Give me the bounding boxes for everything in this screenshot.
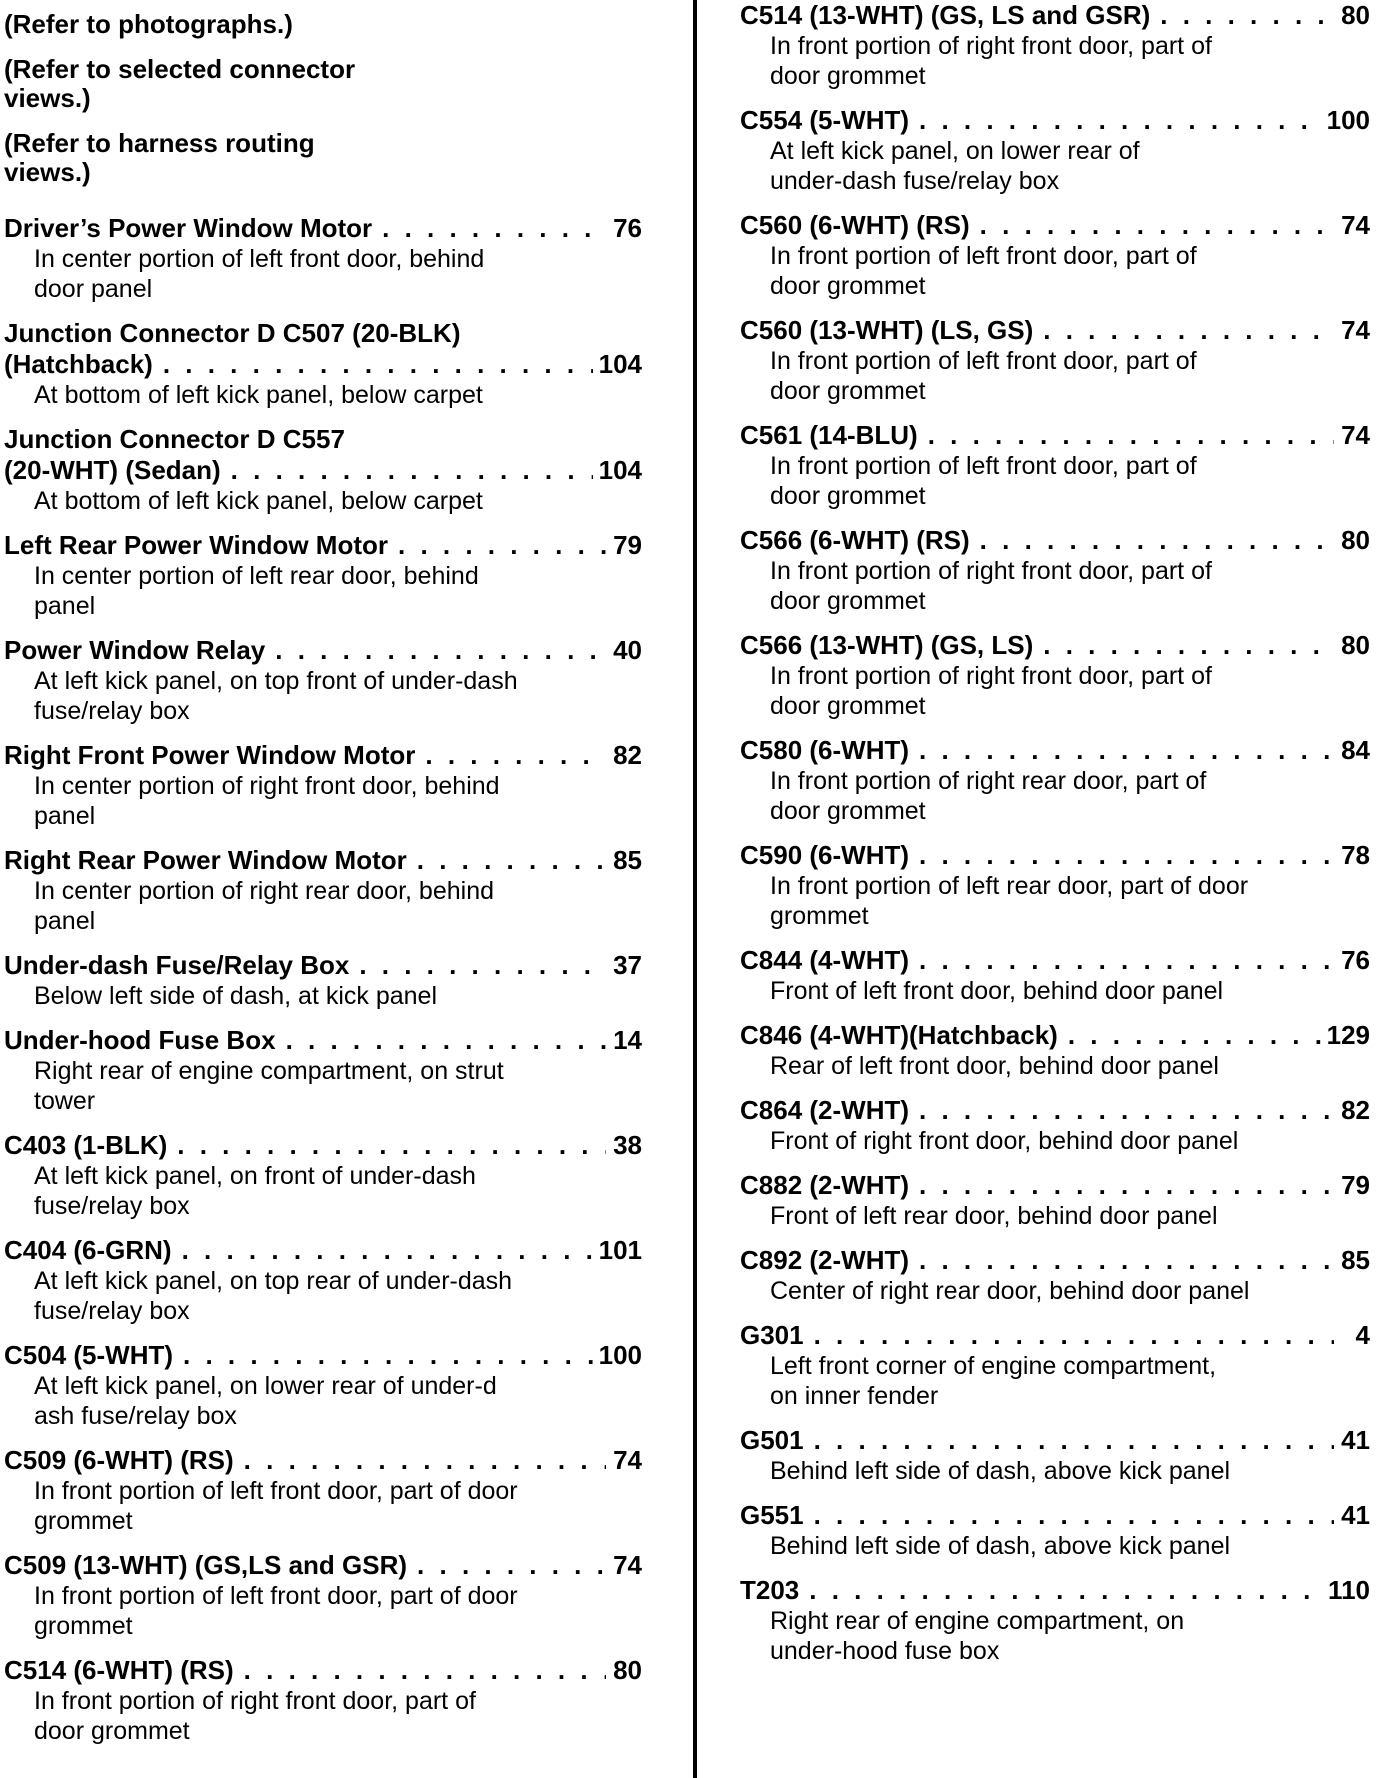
entry-heading [4,1235,642,1266]
dot-leader [398,530,606,561]
entry-name: C404 (6-GRN) [4,1235,172,1265]
entry-name: C560 (13-WHT) (LS, GS) [740,315,1034,345]
page-number: 84 [1341,735,1370,765]
dot-leader [814,1425,1334,1456]
entry-name: G501 [740,1425,804,1455]
page-number: 4 [1355,1320,1370,1350]
entry-heading [4,318,642,380]
entry-location: Front of left front door, behind door panel [770,977,1224,1005]
entry-location: At left kick panel, on lower rear of under-dash fuse/relay box [770,137,1140,195]
entry-heading [4,635,642,666]
page-number: 129 [1326,1020,1370,1050]
entry-heading [740,1170,1370,1201]
page-number: 80 [1341,630,1370,660]
entry-name: G551 [740,1500,804,1530]
page-number: 82 [613,740,642,770]
page-number: 37 [613,950,642,980]
entry-location: At left kick panel, on top rear of under-dash fuse/relay box [34,1267,513,1325]
entry-heading [4,740,642,771]
index-entry [740,1320,1370,1411]
dot-leader [244,1655,606,1686]
entry-name: C504 (5-WHT) [4,1340,174,1370]
left-entry-list [4,213,642,1746]
page-number: 74 [1341,420,1370,450]
entry-location: In center portion of left rear door, behind panel [34,562,479,620]
page-number: 85 [1341,1245,1370,1275]
entry-location: In front portion of right front door, part of door grommet [770,557,1212,615]
entry-name: C554 (5-WHT) [740,105,910,135]
page-number: 76 [613,213,642,243]
entry-location: In front portion of left rear door, part of door grommet [770,872,1249,930]
dot-leader [919,1170,1334,1201]
entry-heading [4,424,642,486]
entry-heading [740,0,1370,31]
right-column [740,0,1370,1680]
entry-location: In center portion of right front door, behind panel [34,772,500,830]
dot-leader [814,1500,1334,1531]
dot-leader [231,455,593,486]
entry-name: Driver’s Power Window Motor [4,213,373,243]
page-number: 80 [1341,0,1370,30]
entry-name: (20-WHT) (Sedan) [4,455,221,485]
entry-heading [4,1445,642,1476]
dot-leader [919,1245,1334,1276]
entry-heading [740,630,1370,661]
entry-location: In front portion of left front door, part of door grommet [34,1582,518,1640]
entry-heading [740,210,1370,241]
index-entry [740,840,1370,931]
entry-heading [740,1500,1370,1531]
page-number: 74 [1341,210,1370,240]
page-number: 38 [613,1130,642,1160]
dot-leader [244,1445,606,1476]
entry-name: C561 (14-BLU) [740,420,918,450]
entry-location: In front portion of left front door, part of door grommet [770,347,1197,405]
dot-leader [928,420,1334,451]
index-entry [740,105,1370,196]
index-entry [4,1130,642,1221]
dot-leader [182,1235,593,1266]
entry-heading [740,420,1370,451]
entry-heading [4,530,642,561]
dot-leader [980,525,1334,556]
dot-leader [286,1025,606,1056]
entry-name: C566 (13-WHT) (GS, LS) [740,630,1034,660]
entry-location: Front of right front door, behind door panel [770,1127,1239,1155]
index-entry [4,1235,642,1326]
dot-leader [417,1550,606,1581]
page-number: 82 [1341,1095,1370,1125]
entry-heading [740,1320,1370,1351]
page-number: 74 [613,1445,642,1475]
entry-heading [4,845,642,876]
entry-name: C514 (13-WHT) (GS, LS and GSR) [740,0,1151,30]
entry-name: Left Rear Power Window Motor [4,530,388,560]
entry-name: C590 (6-WHT) [740,840,910,870]
index-entry [740,525,1370,616]
entry-location: Below left side of dash, at kick panel [34,982,438,1010]
left-column [4,0,642,1760]
dot-leader [809,1575,1322,1606]
entry-location: At bottom of left kick panel, below carpet [34,487,483,515]
dot-leader [183,1340,593,1371]
index-entry [4,530,642,621]
index-entry [4,635,642,726]
entry-heading [4,213,642,244]
entry-name: C509 (6-WHT) (RS) [4,1445,234,1475]
index-entry [4,1445,642,1536]
page-number: 110 [1328,1575,1370,1605]
index-entry [4,213,642,304]
entry-heading [740,1245,1370,1276]
entry-location: At left kick panel, on front of under-dash fuse/relay box [34,1162,476,1220]
entry-name: C892 (2-WHT) [740,1245,910,1275]
page-number: 74 [1341,315,1370,345]
page-number: 101 [598,1235,642,1265]
page-number: 85 [613,845,642,875]
page-number: 40 [613,635,642,665]
page-number: 80 [613,1655,642,1685]
entry-name: (Hatchback) [4,349,153,379]
entry-location: In front portion of right front door, part of door grommet [770,32,1212,90]
entry-heading [740,840,1370,871]
dot-leader [359,950,606,981]
page-number: 76 [1341,945,1370,975]
entry-location: In front portion of left front door, part of door grommet [34,1477,518,1535]
page-number: 41 [1341,1425,1370,1455]
entry-heading [740,1575,1370,1606]
entry-location: In front portion of right front door, part of door grommet [34,1687,476,1745]
entry-location: At left kick panel, on top front of under-dash fuse/relay box [34,667,518,725]
entry-name: Right Rear Power Window Motor [4,845,407,875]
entry-heading [740,945,1370,976]
entry-location: In front portion of left front door, part of door grommet [770,242,1197,300]
entry-location: In center portion of left front door, behind door panel [34,245,485,303]
dot-leader [382,213,606,244]
entry-name: Under-dash Fuse/Relay Box [4,950,350,980]
dot-leader [980,210,1334,241]
index-entry [740,315,1370,406]
dot-leader [1043,630,1334,661]
page-number: 80 [1341,525,1370,555]
entry-name: C846 (4-WHT)(Hatchback) [740,1020,1058,1050]
dot-leader [177,1130,606,1161]
entry-location: In front portion of left front door, part of door grommet [770,452,1197,510]
entry-name: T203 [740,1575,800,1605]
page-number: 100 [1326,105,1370,135]
page-number: 14 [613,1025,642,1055]
index-entry [740,735,1370,826]
entry-location: At bottom of left kick panel, below carpet [34,381,483,409]
entry-name: C566 (6-WHT) (RS) [740,525,970,555]
dot-leader [1043,315,1334,346]
index-entry [740,1500,1370,1561]
index-entry [4,845,642,936]
index-entry [740,1575,1370,1666]
index-entry [4,1550,642,1641]
entry-location: Behind left side of dash, above kick panel [770,1457,1231,1485]
entry-location: Center of right rear door, behind door panel [770,1277,1250,1305]
index-entry [4,950,642,1011]
index-entry [740,210,1370,301]
entry-heading [4,1025,642,1056]
index-entry [740,1170,1370,1231]
entry-name: C580 (6-WHT) [740,735,910,765]
entry-name: C509 (13-WHT) (GS,LS and GSR) [4,1550,408,1580]
entry-heading [740,1095,1370,1126]
dot-leader [163,349,593,380]
dot-leader [919,735,1334,766]
dot-leader [425,740,606,771]
entry-location: In front portion of right rear door, part of door grommet [770,767,1207,825]
entry-name: C844 (4-WHT) [740,945,910,975]
entry-name: C882 (2-WHT) [740,1170,910,1200]
entry-location: Behind left side of dash, above kick panel [770,1532,1231,1560]
index-entry [740,0,1370,91]
dot-leader [919,105,1321,136]
entry-name: Right Front Power Window Motor [4,740,416,770]
entry-location: Front of left rear door, behind door panel [770,1202,1218,1230]
page-number: 79 [1341,1170,1370,1200]
index-entry [4,740,642,831]
entry-name: C403 (1-BLK) [4,1130,168,1160]
entry-location: At left kick panel, on lower rear of under-d ash fuse/relay box [34,1372,497,1430]
entry-location: Right rear of engine compartment, on under-hood fuse box [770,1607,1185,1665]
note-photographs: (Refer to photographs.) [4,9,293,39]
note-connector-views: (Refer to selected connector views.) [4,54,356,113]
entry-heading [4,1550,642,1581]
entry-location: Right rear of engine compartment, on strut tower [34,1057,504,1115]
entry-location: In center portion of right rear door, behind panel [34,877,495,935]
column-divider [693,0,697,1778]
entry-location: Left front corner of engine compartment, on inner fender [770,1352,1217,1410]
dot-leader [814,1320,1334,1351]
index-entry [4,1655,642,1746]
index-entry [740,1095,1370,1156]
dot-leader [1160,0,1334,31]
index-entry [740,630,1370,721]
entry-heading [4,1655,642,1686]
dot-leader [1068,1020,1321,1051]
entry-heading [740,525,1370,556]
note-harness-routing: (Refer to harness routing views.) [4,128,315,187]
index-entry [4,318,642,410]
index-entry [4,424,642,516]
index-entry [740,945,1370,1006]
page-number: 79 [613,530,642,560]
dot-leader [919,840,1334,871]
entry-name-first-line: Junction Connector D C507 (20-BLK) [4,318,461,348]
entry-name-first-line: Junction Connector D C557 [4,424,345,454]
index-entry [740,1020,1370,1081]
entry-heading [4,1130,642,1161]
entry-location: Rear of left front door, behind door panel [770,1052,1219,1080]
entry-name: C560 (6-WHT) (RS) [740,210,970,240]
entry-location: In front portion of right front door, part of door grommet [770,662,1212,720]
entry-heading [4,1340,642,1371]
page-number: 100 [598,1340,642,1370]
entry-heading [740,1425,1370,1456]
page-number: 74 [613,1550,642,1580]
page-number: 78 [1341,840,1370,870]
entry-name: G301 [740,1320,804,1350]
right-entry-list [740,0,1370,1666]
entry-name: Power Window Relay [4,635,266,665]
index-entry [740,420,1370,511]
entry-heading [740,315,1370,346]
index-entry [740,1245,1370,1306]
page-number: 104 [598,349,642,379]
page-number: 104 [598,455,642,485]
dot-leader [919,1095,1334,1126]
index-entry [4,1025,642,1116]
entry-heading [740,735,1370,766]
entry-heading [4,950,642,981]
dot-leader [919,945,1334,976]
entry-heading [740,105,1370,136]
entry-heading [740,1020,1370,1051]
entry-name: Under-hood Fuse Box [4,1025,276,1055]
dot-leader [417,845,606,876]
entry-name: C864 (2-WHT) [740,1095,910,1125]
dot-leader [275,635,606,666]
index-entry [4,1340,642,1431]
entry-name: C514 (6-WHT) (RS) [4,1655,234,1685]
page-number: 41 [1341,1500,1370,1530]
index-entry [740,1425,1370,1486]
